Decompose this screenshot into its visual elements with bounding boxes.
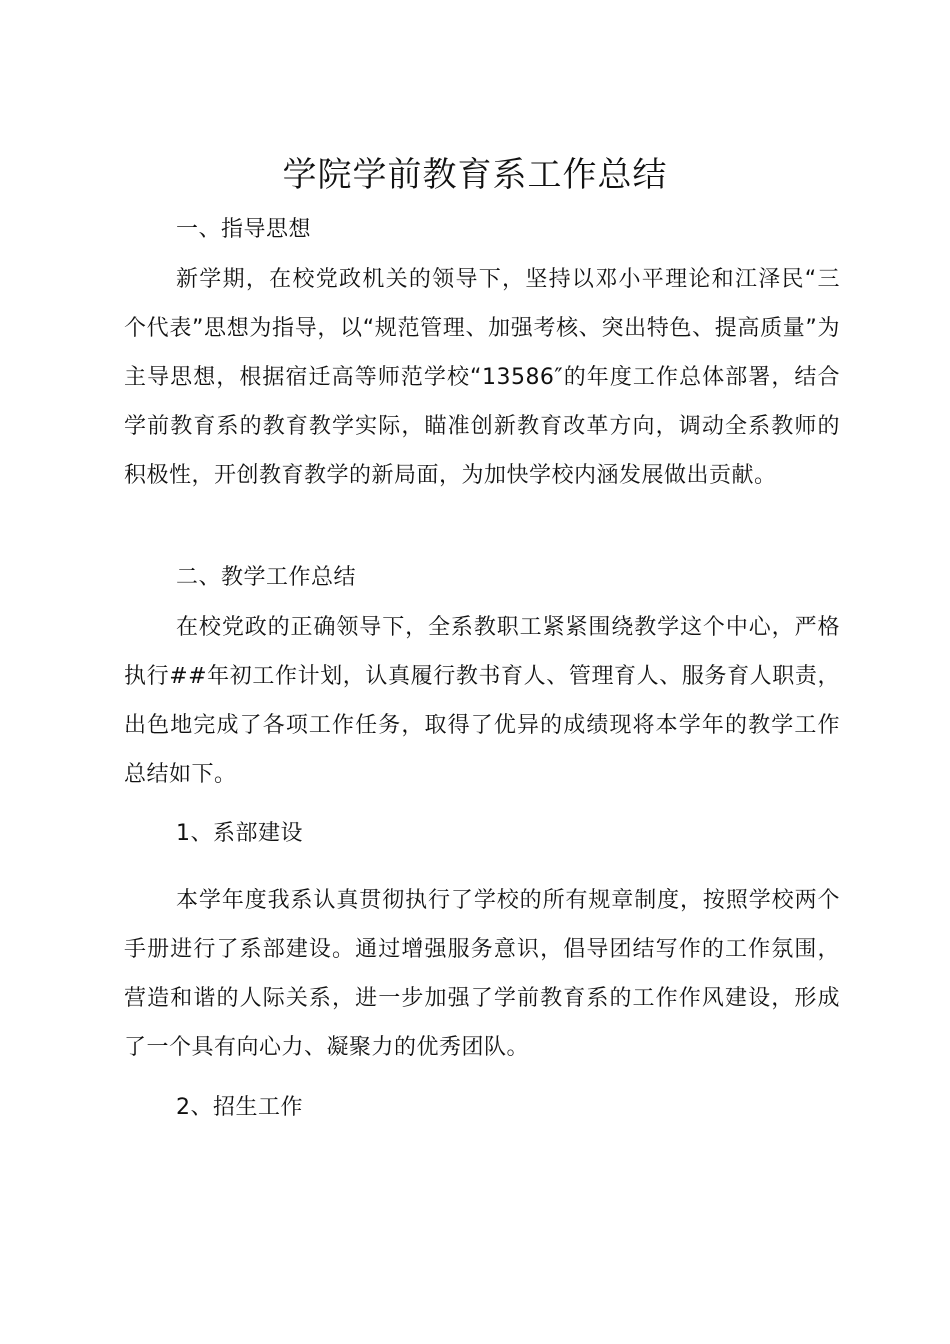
document-title: 学院学前教育系工作总结 bbox=[282, 155, 668, 195]
section-heading-guiding-ideology: 一、指导思想 bbox=[176, 217, 312, 242]
paragraph-teaching-summary: 在校党政的正确领导下，全系教职工紧紧围绕教学这个中心，严格执行##年初工作计划，认真履行教书育人、管理育人、服务育人职责，出色地完成了各项工作任务，取得了优异的成绩现将本学年的教学工作总结如下。 bbox=[124, 615, 840, 787]
paragraph-department-building: 本学年度我系认真贯彻执行了学校的所有规章制度，按照学校两个手册进行了系部建设。通过增强服务意识，倡导团结写作的工作氛围，营造和谐的人际关系，进一步加强了学前教育系的工作作风建设，形成了一个具有向心力、凝聚力的优秀团队。 bbox=[124, 888, 840, 1060]
paragraph-guiding-ideology: 新学期，在校党政机关的领导下，坚持以邓小平理论和江泽民“三个代表”思想为指导，以“规范管理、加强考核、突出特色、提高质量”为主导思想，根据宿迁高等师范学校“13586″的年度工作总体部署，结合学前教育系的教育教学实际，瞄准创新教育改革方向，调动全系教师的积极性，开创教育教学的新局面，为加快学校内涵发展做出贡献。 bbox=[124, 267, 840, 488]
section-heading-teaching-summary: 二、教学工作总结 bbox=[176, 565, 357, 590]
subsection-heading-department-building: 1、系部建设 bbox=[176, 821, 303, 846]
subsection-heading-enrollment: 2、招生工作 bbox=[176, 1095, 303, 1120]
